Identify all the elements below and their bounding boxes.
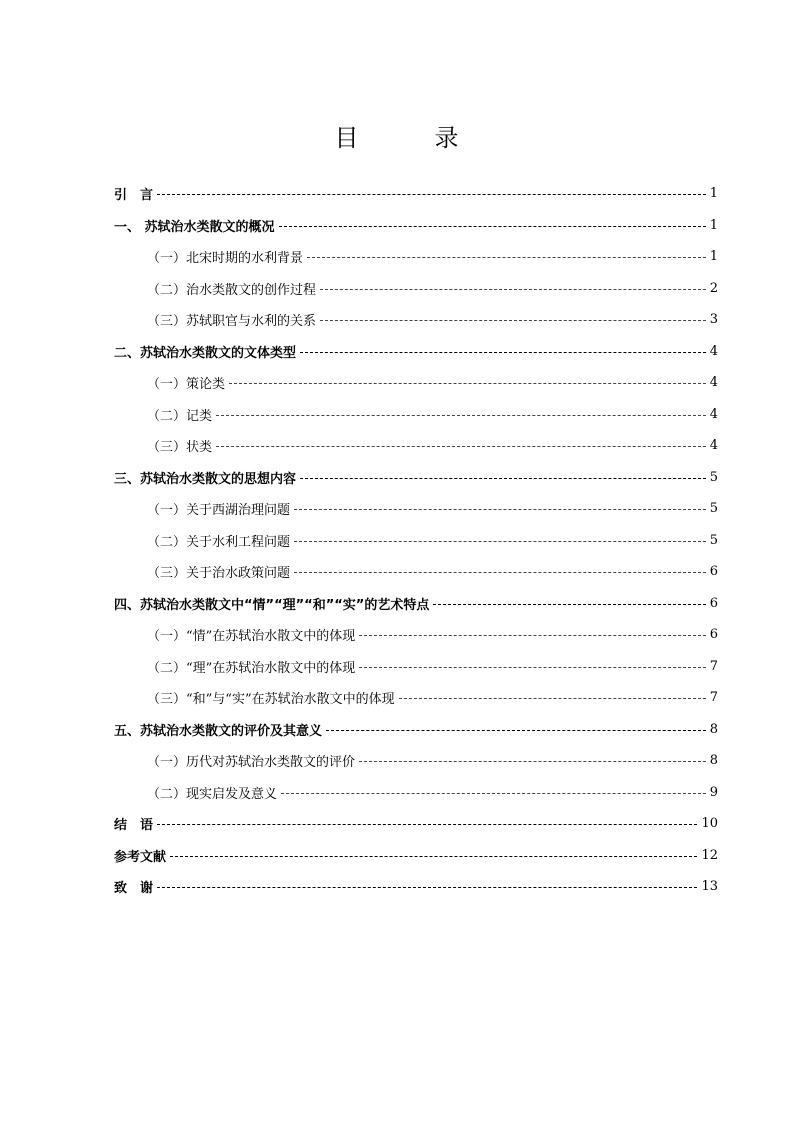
toc-entry-label: （一）策论类 [147, 377, 226, 393]
toc-dot-leader [229, 383, 706, 384]
toc-dot-leader [307, 257, 706, 258]
toc-dot-leader [300, 352, 706, 353]
toc-dot-leader [157, 824, 697, 825]
toc-section-entry[interactable] [114, 619, 718, 651]
toc-chapter-entry[interactable] [114, 808, 718, 840]
toc-dot-leader [294, 572, 706, 573]
toc-section-entry[interactable] [114, 556, 718, 588]
toc-entry-label: （二）关于水利工程问题 [147, 534, 291, 550]
toc-page-number: 3 [709, 312, 718, 328]
toc-entry-label: 三、苏轼治水类散文的思想内容 [114, 471, 297, 487]
toc-dot-leader [157, 194, 706, 195]
toc-dot-leader [279, 226, 706, 227]
toc-page-number: 8 [709, 721, 718, 737]
toc-entry-label: （二）现实启发及意义 [147, 786, 278, 802]
toc-entry-label: （二）记类 [147, 408, 213, 424]
toc-section-entry[interactable] [114, 745, 718, 777]
toc-page-number: 7 [709, 690, 718, 706]
toc-page-number: 12 [701, 847, 718, 863]
toc-entry-label: 结 语 [114, 818, 154, 834]
table-of-contents [114, 178, 718, 903]
toc-page-number: 8 [709, 753, 718, 769]
toc-section-entry[interactable] [114, 651, 718, 683]
toc-page-number: 10 [701, 816, 718, 832]
toc-page-number: 1 [709, 186, 718, 202]
toc-section-entry[interactable] [114, 682, 718, 714]
toc-entry-label: （三）“和”与“实”在苏轼治水散文中的体现 [147, 692, 395, 708]
toc-page-number: 6 [709, 595, 718, 611]
toc-page-number: 4 [709, 406, 718, 422]
toc-entry-label: 引 言 [114, 188, 154, 204]
toc-dot-leader [281, 793, 706, 794]
toc-dot-leader [157, 887, 697, 888]
toc-entry-label: （三）状类 [147, 440, 213, 456]
toc-chapter-entry[interactable] [114, 871, 718, 903]
toc-page-number: 2 [709, 280, 718, 296]
toc-entry-label: 四、苏轼治水类散文中“情”“理”“和”“实”的艺术特点 [114, 597, 430, 613]
toc-dot-leader [320, 289, 706, 290]
toc-chapter-entry[interactable] [114, 210, 718, 242]
toc-dot-leader [294, 509, 706, 510]
toc-entry-label: 参考文献 [114, 849, 167, 865]
toc-page-number: 5 [709, 469, 718, 485]
toc-entry-label: （三）苏轼职官与水利的关系 [147, 314, 317, 330]
toc-entry-label: （二）治水类散文的创作过程 [147, 282, 317, 298]
toc-entry-label: （一）“情”在苏轼治水散文中的体现 [147, 629, 356, 645]
toc-dot-leader [320, 320, 706, 321]
toc-page-number: 13 [701, 879, 718, 895]
toc-section-entry[interactable] [114, 777, 718, 809]
toc-section-entry[interactable] [114, 367, 718, 399]
toc-dot-leader [359, 635, 705, 636]
toc-entry-label: （一）历代对苏轼治水类散文的评价 [147, 755, 356, 771]
toc-dot-leader [359, 667, 705, 668]
toc-section-entry[interactable] [114, 493, 718, 525]
toc-page-number: 5 [709, 532, 718, 548]
toc-chapter-entry[interactable] [114, 462, 718, 494]
toc-entry-label: 一、 苏轼治水类散文的概况 [114, 219, 275, 235]
toc-chapter-entry[interactable] [114, 178, 718, 210]
toc-entry-label: （二）“理”在苏轼治水散文中的体现 [147, 660, 356, 676]
toc-dot-leader [170, 856, 697, 857]
toc-page-number: 4 [709, 343, 718, 359]
toc-page-number: 1 [709, 249, 718, 265]
toc-chapter-entry[interactable] [114, 336, 718, 368]
toc-dot-leader [294, 541, 706, 542]
toc-section-entry[interactable] [114, 304, 718, 336]
toc-entry-label: （一）北宋时期的水利背景 [147, 251, 304, 267]
toc-page-number: 4 [709, 438, 718, 454]
toc-page-number: 1 [709, 217, 718, 233]
toc-dot-leader [300, 478, 706, 479]
toc-section-entry[interactable] [114, 241, 718, 273]
toc-page-number: 4 [709, 375, 718, 391]
toc-dot-leader [216, 415, 706, 416]
toc-chapter-entry[interactable] [114, 840, 718, 872]
toc-entry-label: 五、苏轼治水类散文的评价及其意义 [114, 723, 323, 739]
toc-entry-label: 二、苏轼治水类散文的文体类型 [114, 345, 297, 361]
toc-section-entry[interactable] [114, 399, 718, 431]
toc-entry-label: （一）关于西湖治理问题 [147, 503, 291, 519]
toc-section-entry[interactable] [114, 273, 718, 305]
toc-chapter-entry[interactable] [114, 714, 718, 746]
toc-entry-label: 致 谢 [114, 881, 154, 897]
toc-dot-leader [359, 761, 706, 762]
toc-page-number: 7 [709, 658, 718, 674]
toc-dot-leader [399, 698, 706, 699]
toc-section-entry[interactable] [114, 525, 718, 557]
toc-page-number: 5 [709, 501, 718, 517]
toc-dot-leader [216, 446, 706, 447]
toc-dot-leader [433, 604, 705, 605]
toc-page-number: 6 [709, 564, 718, 580]
toc-page-number: 9 [709, 784, 718, 800]
toc-section-entry[interactable] [114, 430, 718, 462]
toc-chapter-entry[interactable] [114, 588, 718, 620]
toc-page-number: 6 [709, 627, 718, 643]
page-title: 目 录 [334, 124, 485, 152]
toc-dot-leader [326, 730, 706, 731]
toc-entry-label: （三）关于治水政策问题 [147, 566, 291, 582]
